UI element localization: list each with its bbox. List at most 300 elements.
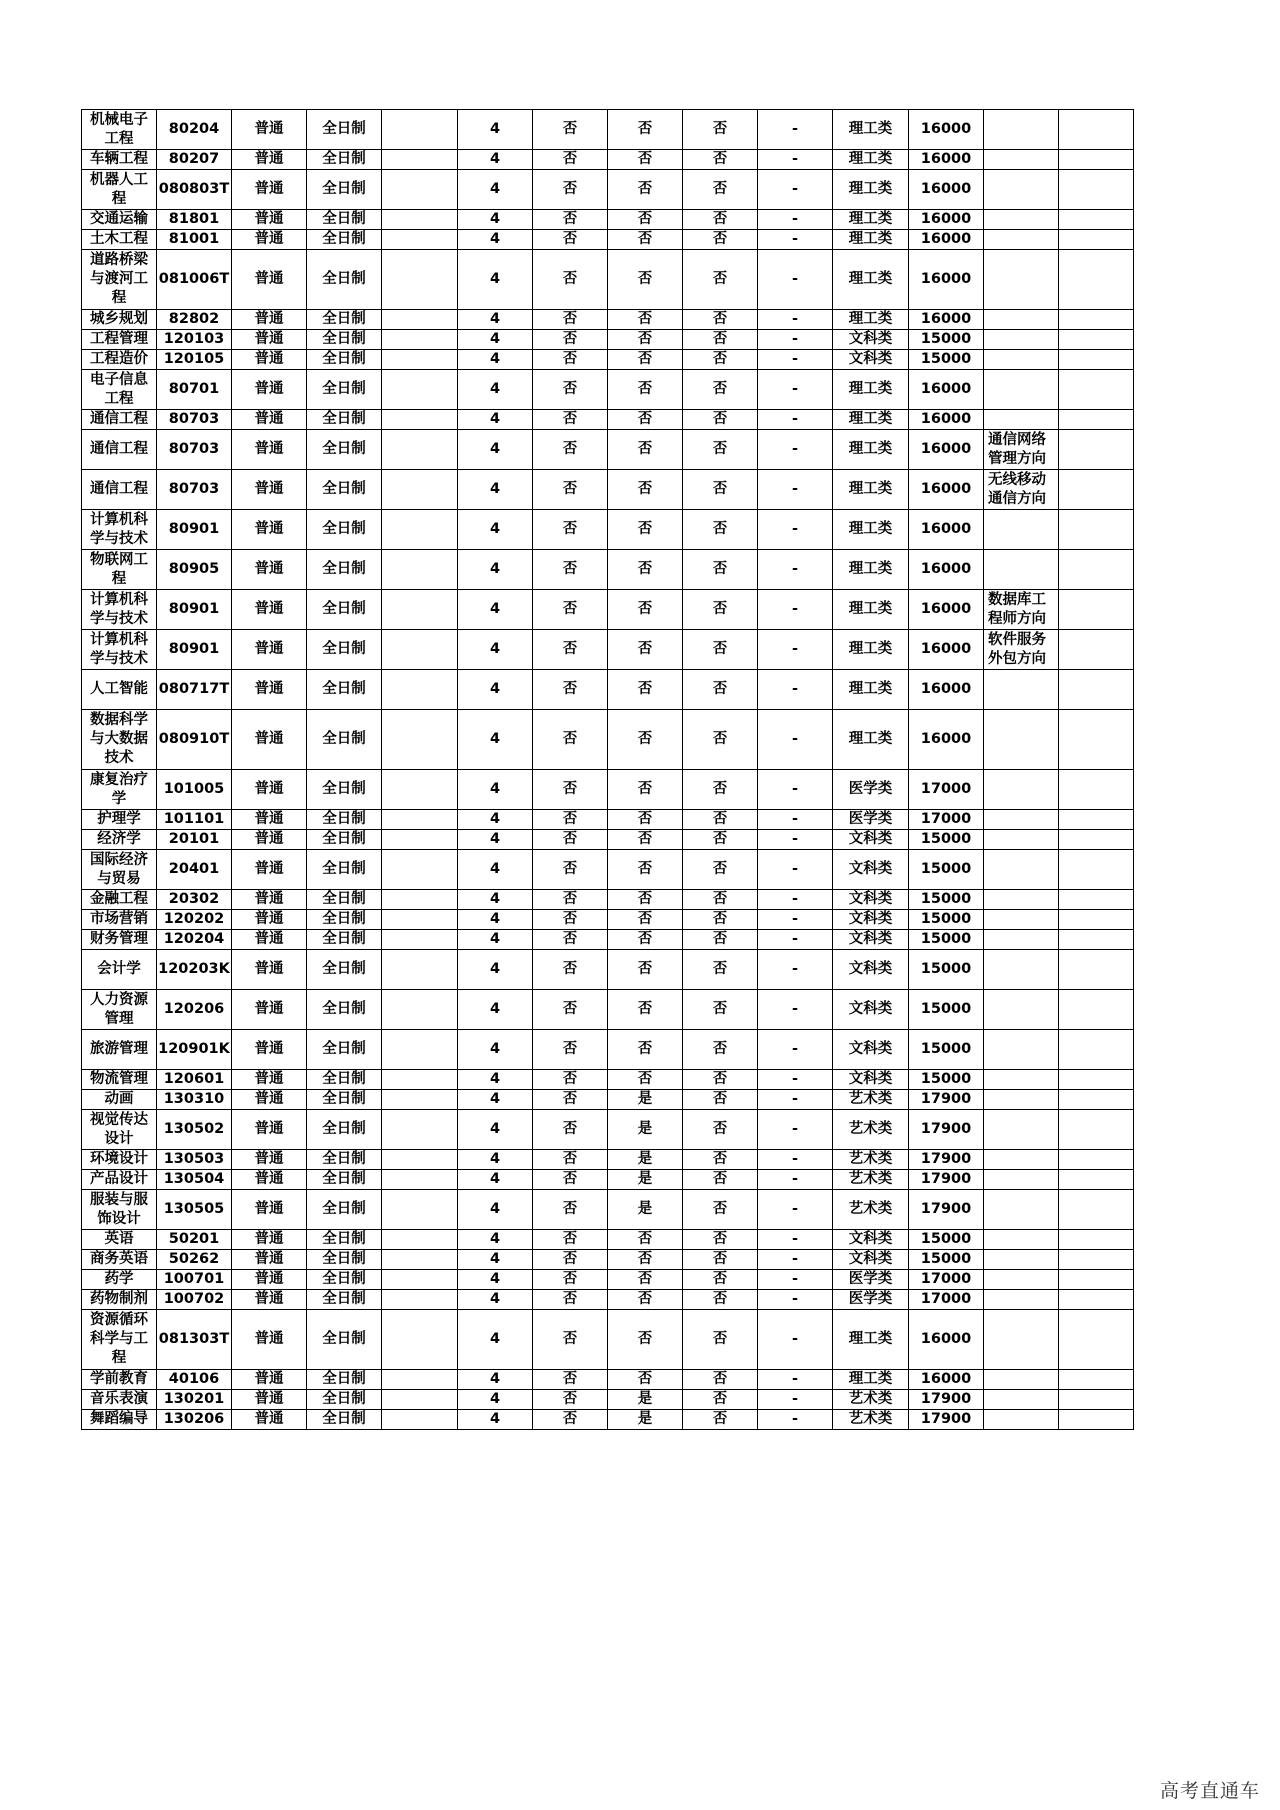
tuition-cell: 16000: [909, 1310, 984, 1370]
note-cell: [984, 1250, 1059, 1270]
category-cell: 理工类: [833, 550, 909, 590]
flag-cell: 否: [608, 470, 683, 510]
category-cell: 理工类: [833, 1370, 909, 1390]
empty-cell: [382, 230, 458, 250]
dash-cell: -: [758, 1270, 833, 1290]
note-cell: [984, 230, 1059, 250]
empty-cell: [382, 770, 458, 810]
code-cell: 40106: [157, 1370, 232, 1390]
code-cell: 130206: [157, 1410, 232, 1430]
major-cell: 工程造价: [82, 350, 157, 370]
empty-cell: [1059, 770, 1134, 810]
years-cell: 4: [458, 350, 533, 370]
note-cell: [984, 1090, 1059, 1110]
empty-cell: [382, 330, 458, 350]
empty-cell: [382, 1190, 458, 1230]
empty-cell: [1059, 210, 1134, 230]
flag-cell: 否: [533, 1090, 608, 1110]
flag-cell: 否: [683, 1170, 758, 1190]
level-cell: 普通: [232, 830, 307, 850]
flag-cell: 否: [683, 310, 758, 330]
level-cell: 普通: [232, 590, 307, 630]
dash-cell: -: [758, 1030, 833, 1070]
major-cell: 国际经济与贸易: [82, 850, 157, 890]
code-cell: 20101: [157, 830, 232, 850]
flag-cell: 否: [608, 330, 683, 350]
category-cell: 文科类: [833, 850, 909, 890]
code-cell: 120203K: [157, 950, 232, 990]
years-cell: 4: [458, 590, 533, 630]
flag-cell: 否: [683, 150, 758, 170]
years-cell: 4: [458, 990, 533, 1030]
dash-cell: -: [758, 950, 833, 990]
years-cell: 4: [458, 890, 533, 910]
flag-cell: 否: [533, 150, 608, 170]
tuition-cell: 16000: [909, 430, 984, 470]
major-cell: 物流管理: [82, 1070, 157, 1090]
empty-cell: [1059, 1290, 1134, 1310]
flag-cell: 是: [608, 1170, 683, 1190]
code-cell: 80701: [157, 370, 232, 410]
flag-cell: 否: [608, 590, 683, 630]
years-cell: 4: [458, 1030, 533, 1070]
flag-cell: 否: [683, 770, 758, 810]
flag-cell: 否: [533, 890, 608, 910]
empty-cell: [1059, 1110, 1134, 1150]
category-cell: 文科类: [833, 950, 909, 990]
empty-cell: [1059, 890, 1134, 910]
note-cell: [984, 950, 1059, 990]
flag-cell: 否: [683, 850, 758, 890]
empty-cell: [382, 630, 458, 670]
level-cell: 普通: [232, 370, 307, 410]
major-cell: 计算机科学与技术: [82, 590, 157, 630]
code-cell: 120204: [157, 930, 232, 950]
empty-cell: [1059, 230, 1134, 250]
flag-cell: 否: [533, 170, 608, 210]
code-cell: 50201: [157, 1230, 232, 1250]
flag-cell: 否: [683, 670, 758, 710]
level-cell: 普通: [232, 430, 307, 470]
level-cell: 普通: [232, 350, 307, 370]
study-mode-cell: 全日制: [307, 170, 382, 210]
flag-cell: 否: [533, 1370, 608, 1390]
code-cell: 80204: [157, 110, 232, 150]
major-cell: 产品设计: [82, 1170, 157, 1190]
flag-cell: 否: [608, 1230, 683, 1250]
empty-cell: [1059, 930, 1134, 950]
empty-cell: [382, 1310, 458, 1370]
tuition-cell: 17900: [909, 1170, 984, 1190]
note-cell: [984, 550, 1059, 590]
major-cell: 金融工程: [82, 890, 157, 910]
table-row: [82, 670, 1134, 710]
category-cell: 理工类: [833, 1310, 909, 1370]
flag-cell: 否: [683, 1070, 758, 1090]
category-cell: 文科类: [833, 910, 909, 930]
empty-cell: [382, 1030, 458, 1070]
dash-cell: -: [758, 330, 833, 350]
flag-cell: 否: [683, 330, 758, 350]
category-cell: 理工类: [833, 430, 909, 470]
tuition-cell: 15000: [909, 330, 984, 350]
flag-cell: 否: [683, 1030, 758, 1070]
dash-cell: -: [758, 1170, 833, 1190]
empty-cell: [382, 430, 458, 470]
category-cell: 文科类: [833, 830, 909, 850]
flag-cell: 否: [533, 210, 608, 230]
study-mode-cell: 全日制: [307, 1390, 382, 1410]
tuition-cell: 17900: [909, 1390, 984, 1410]
empty-cell: [382, 210, 458, 230]
years-cell: 4: [458, 770, 533, 810]
note-cell: [984, 1070, 1059, 1090]
category-cell: 艺术类: [833, 1150, 909, 1170]
tuition-cell: 17000: [909, 770, 984, 810]
level-cell: 普通: [232, 670, 307, 710]
years-cell: 4: [458, 830, 533, 850]
level-cell: 普通: [232, 1370, 307, 1390]
study-mode-cell: 全日制: [307, 590, 382, 630]
years-cell: 4: [458, 1370, 533, 1390]
empty-cell: [1059, 990, 1134, 1030]
note-cell: [984, 1410, 1059, 1430]
major-cell: 舞蹈编导: [82, 1410, 157, 1430]
flag-cell: 是: [608, 1390, 683, 1410]
level-cell: 普通: [232, 1090, 307, 1110]
years-cell: 4: [458, 710, 533, 770]
tuition-cell: 16000: [909, 370, 984, 410]
table-body: [82, 110, 1134, 1430]
flag-cell: 否: [533, 410, 608, 430]
study-mode-cell: 全日制: [307, 630, 382, 670]
table-row: [82, 510, 1134, 550]
dash-cell: -: [758, 1250, 833, 1270]
study-mode-cell: 全日制: [307, 1170, 382, 1190]
empty-cell: [382, 110, 458, 150]
dash-cell: -: [758, 230, 833, 250]
major-cell: 计算机科学与技术: [82, 630, 157, 670]
tuition-cell: 16000: [909, 670, 984, 710]
study-mode-cell: 全日制: [307, 1190, 382, 1230]
years-cell: 4: [458, 910, 533, 930]
category-cell: 理工类: [833, 110, 909, 150]
study-mode-cell: 全日制: [307, 890, 382, 910]
study-mode-cell: 全日制: [307, 550, 382, 590]
flag-cell: 否: [533, 670, 608, 710]
empty-cell: [382, 850, 458, 890]
flag-cell: 是: [608, 1150, 683, 1170]
dash-cell: -: [758, 1090, 833, 1110]
table-row: [82, 1170, 1134, 1190]
years-cell: 4: [458, 510, 533, 550]
empty-cell: [382, 930, 458, 950]
flag-cell: 否: [608, 370, 683, 410]
empty-cell: [1059, 1250, 1134, 1270]
level-cell: 普通: [232, 250, 307, 310]
level-cell: 普通: [232, 770, 307, 810]
empty-cell: [382, 1270, 458, 1290]
flag-cell: 否: [608, 630, 683, 670]
study-mode-cell: 全日制: [307, 670, 382, 710]
major-cell: 土木工程: [82, 230, 157, 250]
major-cell: 机械电子工程: [82, 110, 157, 150]
note-cell: [984, 410, 1059, 430]
study-mode-cell: 全日制: [307, 430, 382, 470]
code-cell: 130201: [157, 1390, 232, 1410]
note-cell: [984, 710, 1059, 770]
major-cell: 车辆工程: [82, 150, 157, 170]
category-cell: 文科类: [833, 930, 909, 950]
years-cell: 4: [458, 1290, 533, 1310]
empty-cell: [382, 1370, 458, 1390]
category-cell: 医学类: [833, 1290, 909, 1310]
empty-cell: [1059, 950, 1134, 990]
category-cell: 理工类: [833, 710, 909, 770]
tuition-cell: 16000: [909, 250, 984, 310]
study-mode-cell: 全日制: [307, 470, 382, 510]
table-row: [82, 590, 1134, 630]
major-cell: 市场营销: [82, 910, 157, 930]
tuition-cell: 16000: [909, 1370, 984, 1390]
code-cell: 101005: [157, 770, 232, 810]
major-cell: 动画: [82, 1090, 157, 1110]
note-cell: [984, 150, 1059, 170]
study-mode-cell: 全日制: [307, 110, 382, 150]
table-row: [82, 1190, 1134, 1230]
major-table: [81, 109, 1134, 1430]
study-mode-cell: 全日制: [307, 770, 382, 810]
empty-cell: [382, 910, 458, 930]
category-cell: 艺术类: [833, 1110, 909, 1150]
table-row: [82, 1390, 1134, 1410]
major-cell: 视觉传达设计: [82, 1110, 157, 1150]
flag-cell: 否: [683, 210, 758, 230]
dash-cell: -: [758, 510, 833, 550]
major-cell: 数据科学与大数据技术: [82, 710, 157, 770]
code-cell: 80703: [157, 430, 232, 470]
empty-cell: [1059, 850, 1134, 890]
table-row: [82, 1370, 1134, 1390]
level-cell: 普通: [232, 210, 307, 230]
table-row: [82, 330, 1134, 350]
flag-cell: 否: [533, 330, 608, 350]
study-mode-cell: 全日制: [307, 350, 382, 370]
code-cell: 120206: [157, 990, 232, 1030]
flag-cell: 否: [683, 1190, 758, 1230]
dash-cell: -: [758, 210, 833, 230]
major-cell: 人力资源管理: [82, 990, 157, 1030]
empty-cell: [1059, 1070, 1134, 1090]
tuition-cell: 17000: [909, 810, 984, 830]
table-row: [82, 210, 1134, 230]
note-cell: [984, 1370, 1059, 1390]
category-cell: 医学类: [833, 810, 909, 830]
empty-cell: [382, 1070, 458, 1090]
dash-cell: -: [758, 470, 833, 510]
level-cell: 普通: [232, 1290, 307, 1310]
empty-cell: [1059, 1170, 1134, 1190]
tuition-cell: 17900: [909, 1110, 984, 1150]
empty-cell: [1059, 1230, 1134, 1250]
note-cell: [984, 1290, 1059, 1310]
level-cell: 普通: [232, 110, 307, 150]
tuition-cell: 17000: [909, 1290, 984, 1310]
empty-cell: [382, 310, 458, 330]
note-cell: [984, 910, 1059, 930]
tuition-cell: 15000: [909, 830, 984, 850]
level-cell: 普通: [232, 810, 307, 830]
empty-cell: [1059, 430, 1134, 470]
note-cell: [984, 1190, 1059, 1230]
code-cell: 80905: [157, 550, 232, 590]
code-cell: 081303T: [157, 1310, 232, 1370]
major-cell: 服装与服饰设计: [82, 1190, 157, 1230]
flag-cell: 否: [608, 770, 683, 810]
note-cell: 软件服务外包方向: [984, 630, 1059, 670]
study-mode-cell: 全日制: [307, 250, 382, 310]
flag-cell: 否: [608, 210, 683, 230]
empty-cell: [382, 250, 458, 310]
table-row: [82, 1270, 1134, 1290]
category-cell: 医学类: [833, 770, 909, 810]
empty-cell: [382, 1090, 458, 1110]
code-cell: 130310: [157, 1090, 232, 1110]
dash-cell: -: [758, 1370, 833, 1390]
empty-cell: [1059, 710, 1134, 770]
level-cell: 普通: [232, 1270, 307, 1290]
code-cell: 120901K: [157, 1030, 232, 1070]
major-cell: 药学: [82, 1270, 157, 1290]
major-cell: 商务英语: [82, 1250, 157, 1270]
flag-cell: 否: [533, 1270, 608, 1290]
tuition-cell: 15000: [909, 850, 984, 890]
code-cell: 80207: [157, 150, 232, 170]
table-row: [82, 930, 1134, 950]
tuition-cell: 15000: [909, 910, 984, 930]
major-cell: 道路桥梁与渡河工程: [82, 250, 157, 310]
empty-cell: [382, 410, 458, 430]
major-cell: 护理学: [82, 810, 157, 830]
flag-cell: 否: [683, 430, 758, 470]
code-cell: 120105: [157, 350, 232, 370]
code-cell: 80901: [157, 510, 232, 550]
table-row: [82, 1030, 1134, 1070]
study-mode-cell: 全日制: [307, 1030, 382, 1070]
major-cell: 通信工程: [82, 430, 157, 470]
level-cell: 普通: [232, 930, 307, 950]
flag-cell: 否: [683, 810, 758, 830]
note-cell: [984, 170, 1059, 210]
table-row: [82, 150, 1134, 170]
study-mode-cell: 全日制: [307, 1270, 382, 1290]
major-cell: 财务管理: [82, 930, 157, 950]
study-mode-cell: 全日制: [307, 830, 382, 850]
dash-cell: -: [758, 1390, 833, 1410]
code-cell: 081006T: [157, 250, 232, 310]
study-mode-cell: 全日制: [307, 810, 382, 830]
dash-cell: -: [758, 1150, 833, 1170]
dash-cell: -: [758, 830, 833, 850]
tuition-cell: 17900: [909, 1090, 984, 1110]
empty-cell: [1059, 510, 1134, 550]
flag-cell: 否: [608, 510, 683, 550]
major-cell: 人工智能: [82, 670, 157, 710]
table-row: [82, 230, 1134, 250]
empty-cell: [1059, 1310, 1134, 1370]
flag-cell: 否: [608, 1070, 683, 1090]
note-cell: [984, 1390, 1059, 1410]
flag-cell: 否: [683, 1110, 758, 1150]
years-cell: 4: [458, 230, 533, 250]
flag-cell: 否: [683, 1290, 758, 1310]
code-cell: 120601: [157, 1070, 232, 1090]
table-row: [82, 310, 1134, 330]
level-cell: 普通: [232, 410, 307, 430]
empty-cell: [382, 950, 458, 990]
study-mode-cell: 全日制: [307, 210, 382, 230]
tuition-cell: 16000: [909, 410, 984, 430]
note-cell: [984, 510, 1059, 550]
dash-cell: -: [758, 990, 833, 1030]
study-mode-cell: 全日制: [307, 1410, 382, 1430]
flag-cell: 否: [683, 710, 758, 770]
category-cell: 理工类: [833, 630, 909, 670]
flag-cell: 否: [683, 230, 758, 250]
watermark-text: 高考直通车: [1159, 1780, 1260, 1802]
category-cell: 艺术类: [833, 1090, 909, 1110]
category-cell: 理工类: [833, 590, 909, 630]
tuition-cell: 16000: [909, 550, 984, 590]
flag-cell: 否: [533, 950, 608, 990]
empty-cell: [382, 1230, 458, 1250]
note-cell: [984, 990, 1059, 1030]
empty-cell: [1059, 810, 1134, 830]
level-cell: 普通: [232, 630, 307, 670]
flag-cell: 否: [683, 1270, 758, 1290]
flag-cell: 否: [608, 670, 683, 710]
years-cell: 4: [458, 950, 533, 990]
code-cell: 80901: [157, 630, 232, 670]
code-cell: 81801: [157, 210, 232, 230]
flag-cell: 否: [683, 950, 758, 990]
flag-cell: 否: [608, 230, 683, 250]
major-cell: 经济学: [82, 830, 157, 850]
tuition-cell: 16000: [909, 230, 984, 250]
table-row: [82, 1410, 1134, 1430]
years-cell: 4: [458, 1310, 533, 1370]
empty-cell: [382, 710, 458, 770]
tuition-cell: 16000: [909, 210, 984, 230]
empty-cell: [382, 1290, 458, 1310]
code-cell: 81001: [157, 230, 232, 250]
flag-cell: 否: [608, 1310, 683, 1370]
dash-cell: -: [758, 770, 833, 810]
note-cell: [984, 1270, 1059, 1290]
study-mode-cell: 全日制: [307, 510, 382, 550]
flag-cell: 否: [533, 110, 608, 150]
flag-cell: 否: [683, 250, 758, 310]
category-cell: 艺术类: [833, 1410, 909, 1430]
flag-cell: 否: [683, 630, 758, 670]
table-row: [82, 1290, 1134, 1310]
table-row: [82, 430, 1134, 470]
note-cell: [984, 1310, 1059, 1370]
study-mode-cell: 全日制: [307, 990, 382, 1030]
flag-cell: 否: [683, 410, 758, 430]
dash-cell: -: [758, 930, 833, 950]
dash-cell: -: [758, 710, 833, 770]
